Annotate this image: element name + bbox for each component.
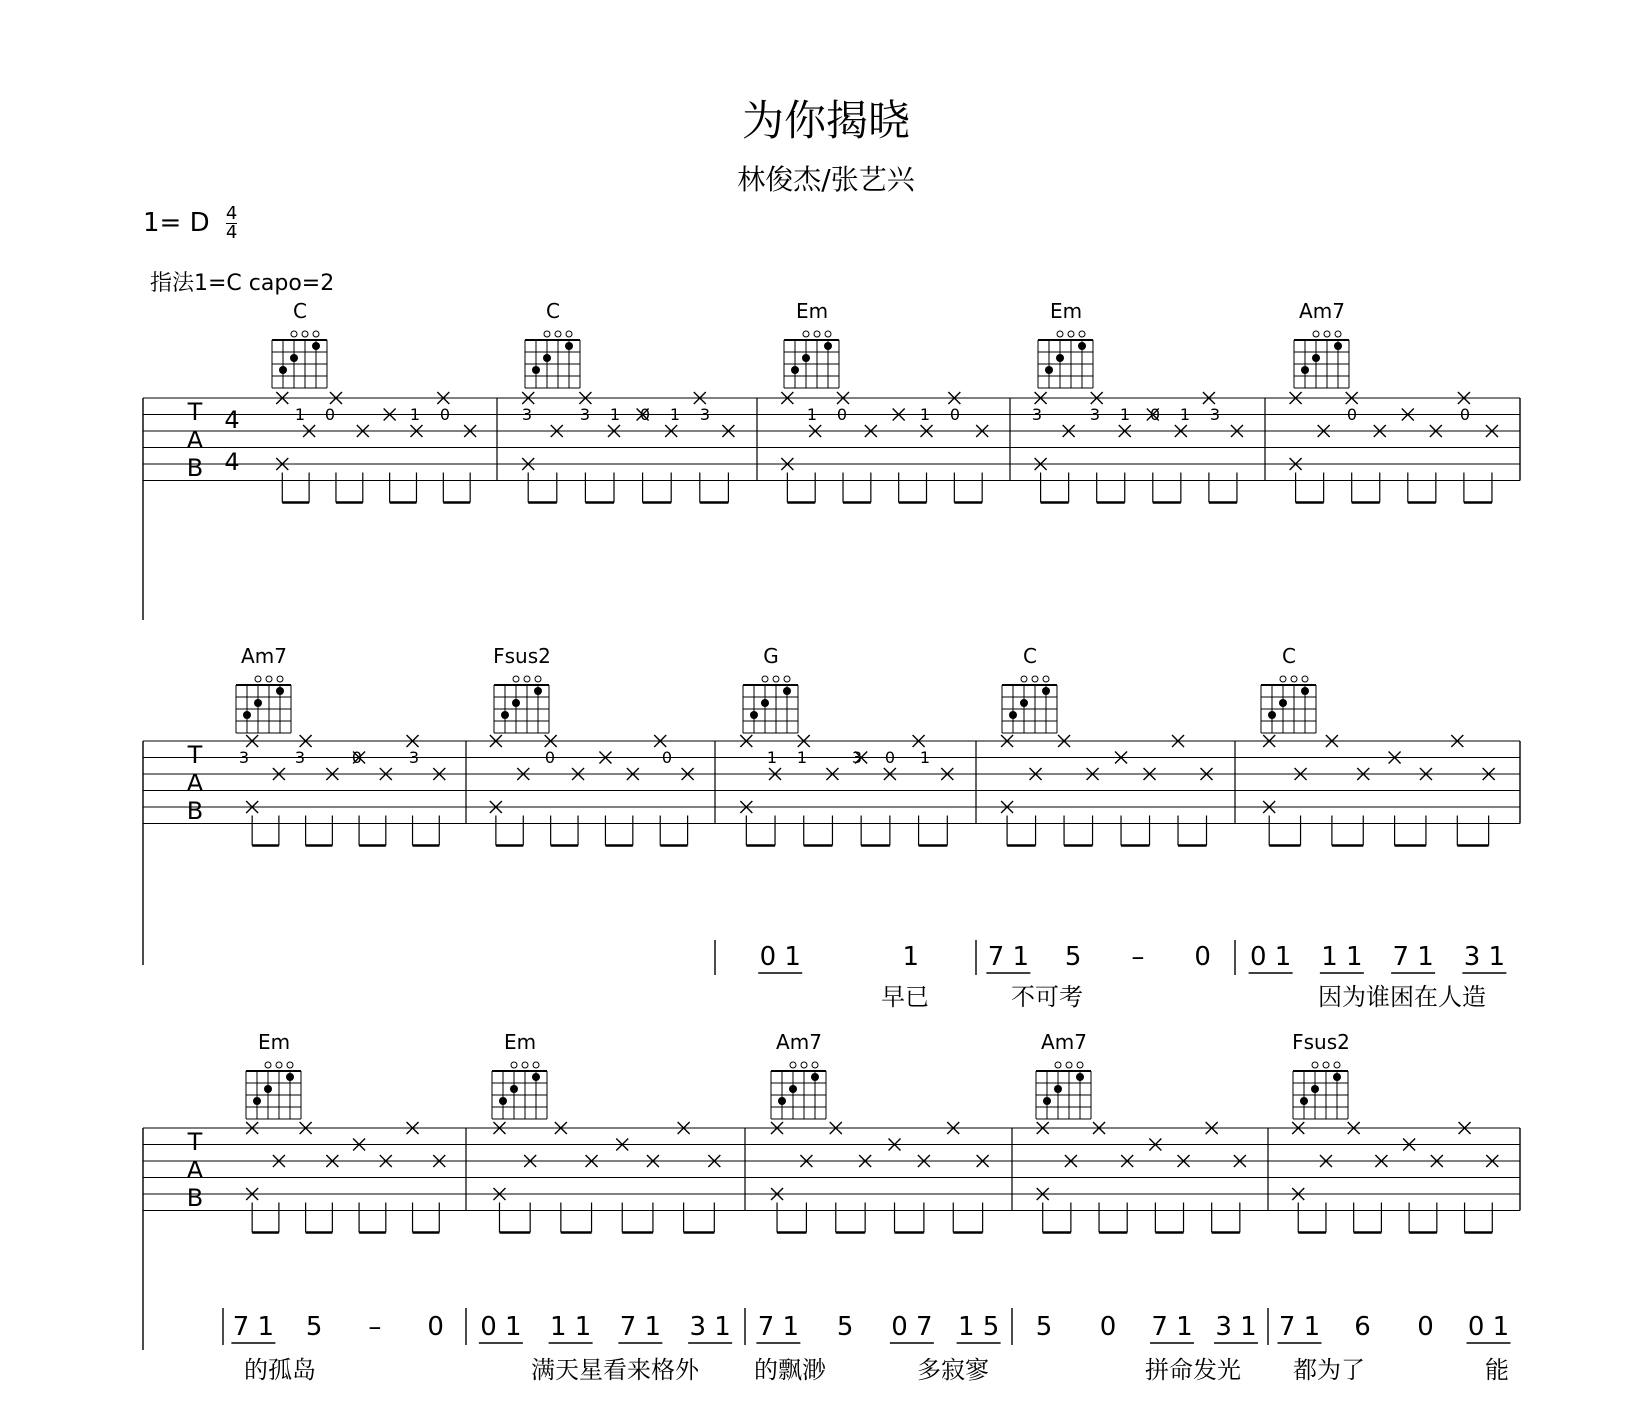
chord-open-marker — [814, 331, 820, 337]
chord-open-marker — [533, 1062, 539, 1068]
chord-dot — [761, 699, 769, 707]
fret-number: 3 — [579, 405, 591, 424]
jianpu-note: 0 — [427, 1312, 444, 1342]
fret-number: 0 — [1459, 405, 1471, 424]
chord-open-marker — [555, 331, 561, 337]
chord-dot — [1043, 1097, 1051, 1105]
jianpu-note: 7 1 — [1151, 1312, 1193, 1342]
chord-dot — [501, 711, 509, 719]
chord-open-marker — [812, 1062, 818, 1068]
fret-number: 0 — [1149, 405, 1161, 424]
chord-dot — [1045, 366, 1053, 374]
fret-number: 0 — [439, 405, 451, 424]
tab-time-den: 4 — [224, 448, 240, 476]
chord-open-marker — [287, 1062, 293, 1068]
chord-dot — [802, 354, 810, 362]
chord-open-marker — [566, 331, 572, 337]
lyric-line: 能 — [1485, 1356, 1509, 1384]
chord-dot — [1020, 699, 1028, 707]
jianpu-note: 0 — [1417, 1312, 1434, 1342]
lyric-line: 不可考 — [1011, 983, 1083, 1011]
jianpu-note: 1 — [902, 942, 920, 972]
chord-dot — [543, 354, 551, 362]
jianpu-note: 5 — [1035, 1312, 1053, 1342]
chord-name: Em — [795, 299, 829, 323]
tab-clef-letter: T — [187, 741, 203, 769]
fret-number: 0 — [884, 748, 896, 767]
chord-open-marker — [522, 1062, 528, 1068]
chord-open-marker — [265, 1062, 271, 1068]
chord-name: Em — [503, 1030, 537, 1054]
jianpu-note: 0 1 — [759, 942, 801, 972]
tab-clef-letter: A — [186, 426, 204, 454]
jianpu-note: 0 — [1099, 1312, 1117, 1342]
chord-open-marker — [1280, 676, 1286, 682]
chord-dot — [750, 711, 758, 719]
jianpu-note: 7 1 — [619, 1312, 662, 1342]
jianpu-note: 1 5 — [957, 1312, 1000, 1342]
chord-dot — [532, 366, 540, 374]
chord-open-marker — [255, 676, 261, 682]
chord-name: C — [546, 299, 560, 323]
jianpu-note: 0 1 — [1249, 942, 1292, 972]
chord-open-marker — [1323, 1062, 1329, 1068]
chord-name: Fsus2 — [1292, 1030, 1350, 1054]
chord-dot — [1078, 342, 1086, 350]
jianpu-note: 3 1 — [1463, 942, 1506, 972]
chord-dot — [1300, 1097, 1308, 1105]
fret-number: 3 — [1089, 405, 1101, 424]
jianpu-note: 5 — [305, 1312, 323, 1342]
chord-dot — [565, 342, 573, 350]
chord-name: G — [763, 644, 779, 668]
chord-dot — [1054, 1085, 1062, 1093]
chord-open-marker — [762, 676, 768, 682]
chord-name: Am7 — [241, 644, 287, 668]
chord-dot — [243, 711, 251, 719]
capo-note: 指法1=C capo=2 — [150, 271, 335, 296]
lyric-line: 因为谁困在人造 — [1318, 983, 1486, 1011]
chord-dot — [264, 1085, 272, 1093]
chord-open-marker — [790, 1062, 796, 1068]
chord-dot — [1301, 366, 1309, 374]
jianpu-note: 0 1 — [480, 1312, 522, 1342]
chord-dot — [532, 1073, 540, 1081]
fret-number: 3 — [699, 405, 711, 424]
jianpu-note: 1 1 — [549, 1312, 592, 1342]
jianpu-note: 7 1 — [232, 1312, 275, 1342]
lyric-line: 都为了 — [1293, 1356, 1365, 1384]
jianpu-note: 0 7 — [891, 1312, 933, 1342]
chord-open-marker — [1313, 331, 1319, 337]
tab-clef-letter: T — [187, 1128, 203, 1156]
chord-open-marker — [313, 331, 319, 337]
chord-open-marker — [524, 676, 530, 682]
chord-open-marker — [291, 331, 297, 337]
chord-name: C — [1282, 644, 1296, 668]
fret-number: 0 — [661, 748, 673, 767]
fret-number: 1 — [796, 748, 808, 767]
jianpu-note: 7 1 — [987, 942, 1030, 972]
chord-dot — [276, 687, 284, 695]
chord-open-marker — [1057, 331, 1063, 337]
tab-clef-letter: B — [186, 797, 204, 825]
jianpu-note: 7 1 — [1392, 942, 1434, 972]
jianpu-note: 5 — [836, 1312, 854, 1342]
chord-name: Am7 — [1041, 1030, 1087, 1054]
chord-dot — [1312, 354, 1320, 362]
jianpu-note: 0 1 — [1467, 1312, 1510, 1342]
fret-number: 1 — [806, 405, 818, 424]
fret-number: 1 — [609, 405, 621, 424]
chord-dot — [824, 342, 832, 350]
tab-time-num: 4 — [224, 406, 240, 434]
fret-number: 0 — [544, 748, 556, 767]
fret-number: 1 — [669, 405, 681, 424]
jianpu-note: 7 1 — [757, 1312, 800, 1342]
chord-dot — [1301, 687, 1309, 695]
tab-clef-letter: B — [186, 454, 204, 482]
chord-name: Em — [1049, 299, 1083, 323]
jianpu-note: 3 1 — [1215, 1312, 1257, 1342]
chord-open-marker — [1324, 331, 1330, 337]
fret-number: 3 — [1031, 405, 1043, 424]
chord-name: Fsus2 — [493, 644, 551, 668]
chord-dot — [789, 1085, 797, 1093]
chord-open-marker — [1291, 676, 1297, 682]
chord-open-marker — [1077, 1062, 1083, 1068]
artist-name: 林俊杰/张艺兴 — [737, 163, 915, 196]
chord-open-marker — [1043, 676, 1049, 682]
fret-number: 1 — [1179, 405, 1191, 424]
chord-dot — [1042, 687, 1050, 695]
chord-name: Am7 — [1299, 299, 1345, 323]
chord-open-marker — [1302, 676, 1308, 682]
fret-number: 1 — [1119, 405, 1131, 424]
jianpu-note: 7 1 — [1278, 1312, 1321, 1342]
chord-open-marker — [1021, 676, 1027, 682]
chord-dot — [1076, 1073, 1084, 1081]
chord-open-marker — [801, 1062, 807, 1068]
chord-dot — [778, 1097, 786, 1105]
chord-dot — [783, 687, 791, 695]
time-signature: $\frac{4}{4}$ — [225, 203, 238, 243]
chord-name: C — [1023, 644, 1037, 668]
chord-dot — [510, 1085, 518, 1093]
lyric-line: 拼命发光 — [1145, 1356, 1241, 1384]
fret-number: 3 — [294, 748, 306, 767]
chord-open-marker — [1312, 1062, 1318, 1068]
fret-number: 3 — [851, 748, 863, 767]
jianpu-note: 1 1 — [1321, 942, 1363, 972]
chord-dot — [254, 699, 262, 707]
chord-open-marker — [1079, 331, 1085, 337]
chord-open-marker — [773, 676, 779, 682]
fret-number: 3 — [521, 405, 533, 424]
chord-dot — [286, 1073, 294, 1081]
chord-dot — [512, 699, 520, 707]
lyric-line: 早已 — [881, 983, 929, 1011]
chord-dot — [1056, 354, 1064, 362]
chord-open-marker — [513, 676, 519, 682]
chord-open-marker — [276, 1062, 282, 1068]
chord-open-marker — [544, 331, 550, 337]
lyric-line: 满天星看来格外 — [531, 1356, 699, 1384]
chord-open-marker — [784, 676, 790, 682]
chord-open-marker — [1032, 676, 1038, 682]
chord-name: Am7 — [776, 1030, 822, 1054]
tab-clef-letter: T — [187, 398, 203, 426]
fret-number: 0 — [351, 748, 363, 767]
chord-open-marker — [1055, 1062, 1061, 1068]
chord-dot — [791, 366, 799, 374]
fret-number: 0 — [639, 405, 651, 424]
fret-number: 0 — [324, 405, 336, 424]
chord-dot — [290, 354, 298, 362]
fret-number: 0 — [1346, 405, 1358, 424]
fret-number: 1 — [766, 748, 778, 767]
chord-dot — [499, 1097, 507, 1105]
chord-open-marker — [803, 331, 809, 337]
chord-name: Em — [257, 1030, 291, 1054]
fret-number: 3 — [408, 748, 420, 767]
fret-number: 1 — [294, 405, 306, 424]
chord-dot — [811, 1073, 819, 1081]
chord-dot — [1333, 1073, 1341, 1081]
song-title: 为你揭晓 — [741, 96, 910, 145]
jianpu-note: 5 — [1064, 942, 1082, 972]
key-label: 1= D — [143, 208, 210, 238]
chord-open-marker — [266, 676, 272, 682]
jianpu-note: – — [368, 1312, 382, 1342]
fret-number: 3 — [1209, 405, 1221, 424]
chord-open-marker — [1066, 1062, 1072, 1068]
jianpu-note: – — [1131, 942, 1145, 972]
chord-open-marker — [1335, 331, 1341, 337]
chord-open-marker — [277, 676, 283, 682]
fret-number: 0 — [836, 405, 848, 424]
fret-number: 1 — [919, 748, 931, 767]
tab-clef-letter: A — [186, 1156, 204, 1184]
chord-dot — [1311, 1085, 1319, 1093]
chord-open-marker — [535, 676, 541, 682]
chord-dot — [253, 1097, 261, 1105]
chord-open-marker — [302, 331, 308, 337]
chord-open-marker — [1334, 1062, 1340, 1068]
fret-number: 1 — [919, 405, 931, 424]
jianpu-note: 0 — [1194, 942, 1211, 972]
chord-open-marker — [1068, 331, 1074, 337]
chord-dot — [1279, 699, 1287, 707]
fret-number: 1 — [409, 405, 421, 424]
chord-dot — [279, 366, 287, 374]
lyric-line: 的飘渺 — [754, 1356, 826, 1384]
chord-open-marker — [825, 331, 831, 337]
fret-number: 0 — [949, 405, 961, 424]
chord-dot — [534, 687, 542, 695]
chord-dot — [1334, 342, 1342, 350]
jianpu-note: 3 1 — [689, 1312, 731, 1342]
jianpu-note: 6 — [1354, 1312, 1371, 1342]
tab-clef-letter: B — [186, 1184, 204, 1212]
chord-dot — [1009, 711, 1017, 719]
chord-dot — [1268, 711, 1276, 719]
chord-open-marker — [511, 1062, 517, 1068]
lyric-line: 多寂寥 — [917, 1356, 989, 1384]
chord-dot — [312, 342, 320, 350]
tab-clef-letter: A — [186, 769, 204, 797]
lyric-line: 的孤岛 — [244, 1356, 316, 1384]
fret-number: 3 — [238, 748, 250, 767]
chord-name: C — [293, 299, 307, 323]
